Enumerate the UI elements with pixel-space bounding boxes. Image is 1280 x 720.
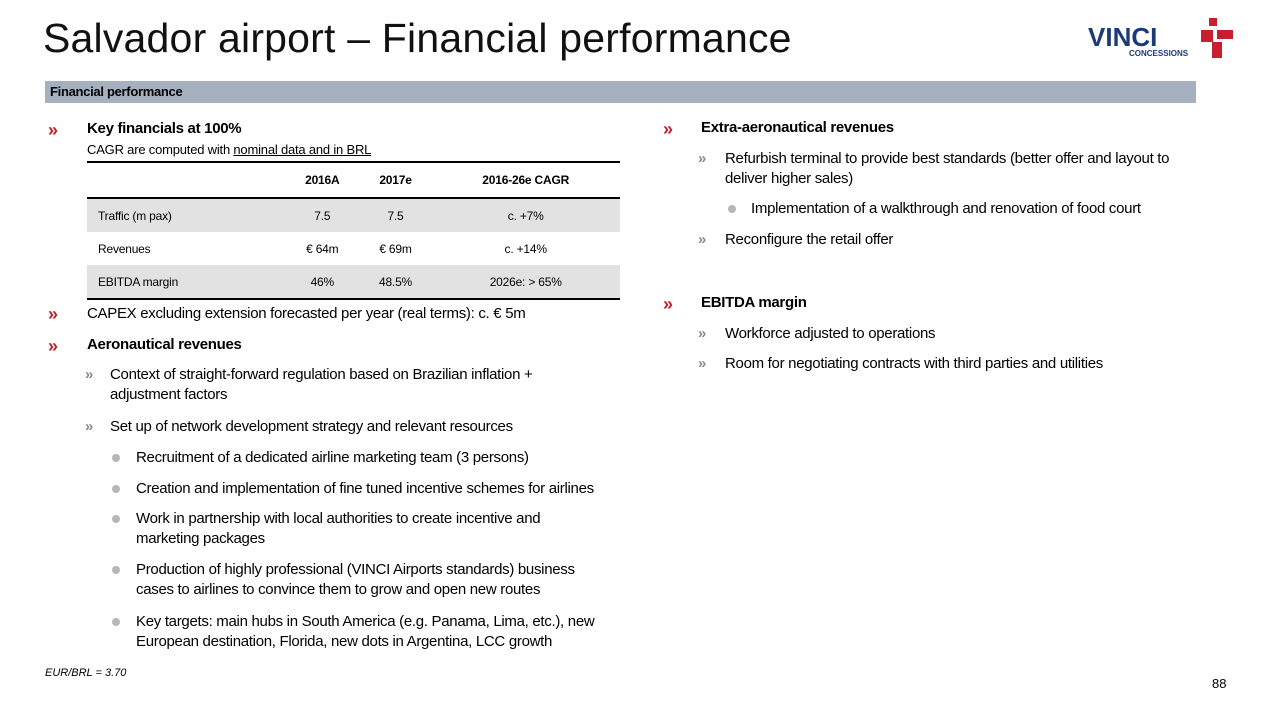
- table-cell: c. +14%: [504, 241, 547, 256]
- aero-bullet-3-line2: marketing packages: [136, 530, 265, 547]
- grey-chevron-icon: »: [698, 355, 707, 372]
- extra-bullet: Implementation of a walkthrough and renovation of food court: [751, 200, 1141, 217]
- capex-text: CAPEX excluding extension forecasted per year (real terms): c. € 5m: [87, 305, 526, 322]
- grey-chevron-icon: »: [85, 418, 94, 435]
- extra-sub1-line1: Refurbish terminal to provide best standards (better offer and layout to: [725, 150, 1170, 167]
- cagr-note: CAGR are computed with nominal data and in BRL: [87, 142, 372, 157]
- table-header-row: [87, 162, 620, 198]
- grey-chevron-icon: »: [698, 325, 707, 342]
- bullet-dot-icon: [112, 566, 120, 574]
- aero-bullet-2: Creation and implementation of fine tuned incentive schemes for airlines: [136, 480, 594, 497]
- key-financials-heading: Key financials at 100%: [87, 120, 242, 137]
- aero-bullet-5-line2: European destination, Florida, new dots in Argentina, LCC growth: [136, 633, 553, 650]
- table-row: [87, 265, 620, 299]
- table-cell: € 69m: [379, 241, 412, 256]
- extra-heading: Extra-aeronautical revenues: [701, 119, 894, 136]
- aero-bullet-3-line1: Work in partnership with local authorities to create incentive and: [136, 510, 541, 527]
- aero-sub2: Set up of network development strategy and relevant resources: [110, 418, 513, 435]
- table-cell: 7.5: [360, 198, 432, 232]
- red-chevron-icon: »: [48, 120, 59, 140]
- table-header: 2017e: [360, 162, 432, 198]
- table-row: [87, 198, 620, 232]
- aero-bullet-4-line1: Production of highly professional (VINCI Airports standards) business: [136, 561, 575, 578]
- key-financials-table: [87, 161, 620, 300]
- table-cell: Traffic (m pax): [87, 198, 285, 232]
- bullet-dot-icon: [112, 454, 120, 462]
- table-header: 2016A: [285, 162, 360, 198]
- grey-chevron-icon: »: [698, 150, 707, 167]
- table-cell: 2026e: > 65%: [431, 265, 620, 299]
- ebitda-sub1: Workforce adjusted to operations: [725, 325, 936, 342]
- aero-heading: Aeronautical revenues: [87, 336, 242, 353]
- table-cell: 48.5%: [360, 265, 432, 299]
- vinci-concessions-logo: [1088, 16, 1236, 60]
- bullet-dot-icon: [112, 618, 120, 626]
- red-chevron-icon: »: [48, 304, 59, 324]
- aero-bullet-1: Recruitment of a dedicated airline marketing team (3 persons): [136, 449, 529, 466]
- aero-sub1-line1: Context of straight-forward regulation based on Brazilian inflation +: [110, 366, 533, 383]
- aero-bullet-5-line1: Key targets: main hubs in South America (e.g. Panama, Lima, etc.), new: [136, 613, 595, 630]
- red-chevron-icon: »: [663, 294, 674, 314]
- ebitda-sub2: Room for negotiating contracts with third parties and utilities: [725, 355, 1103, 372]
- ebitda-heading: EBITDA margin: [701, 294, 807, 311]
- page-number: 88: [1212, 676, 1227, 691]
- table-header: 2016-26e CAGR: [431, 162, 620, 198]
- red-chevron-icon: »: [48, 336, 59, 356]
- table-cell: 7.5: [285, 198, 360, 232]
- logo-sub: CONCESSIONS: [1129, 49, 1189, 58]
- fx-footnote: EUR/BRL = 3.70: [45, 667, 127, 679]
- extra-sub2: Reconfigure the retail offer: [725, 231, 894, 248]
- bullet-dot-icon: [112, 485, 120, 493]
- extra-sub1-line2: deliver higher sales): [725, 170, 853, 187]
- aero-sub1-line2: adjustment factors: [110, 386, 228, 403]
- table-cell: Revenues: [98, 241, 151, 256]
- table-cell: c. +7%: [431, 198, 620, 232]
- table-header: [87, 162, 285, 198]
- table-cell: 46%: [285, 265, 360, 299]
- bullet-dot-icon: [728, 205, 736, 213]
- grey-chevron-icon: »: [85, 366, 94, 383]
- bullet-dot-icon: [112, 515, 120, 523]
- logo-brand: VINCI: [1088, 22, 1158, 52]
- red-chevron-icon: »: [663, 119, 674, 139]
- table-row: [87, 232, 620, 265]
- table-cell: € 64m: [306, 241, 339, 256]
- table-cell: EBITDA margin: [87, 265, 285, 299]
- page-title: Salvador airport – Financial performance: [43, 15, 792, 61]
- section-bar: Financial performance: [45, 81, 1196, 103]
- grey-chevron-icon: »: [698, 231, 707, 248]
- aero-bullet-4-line2: cases to airlines to convince them to grow and open new routes: [136, 581, 541, 598]
